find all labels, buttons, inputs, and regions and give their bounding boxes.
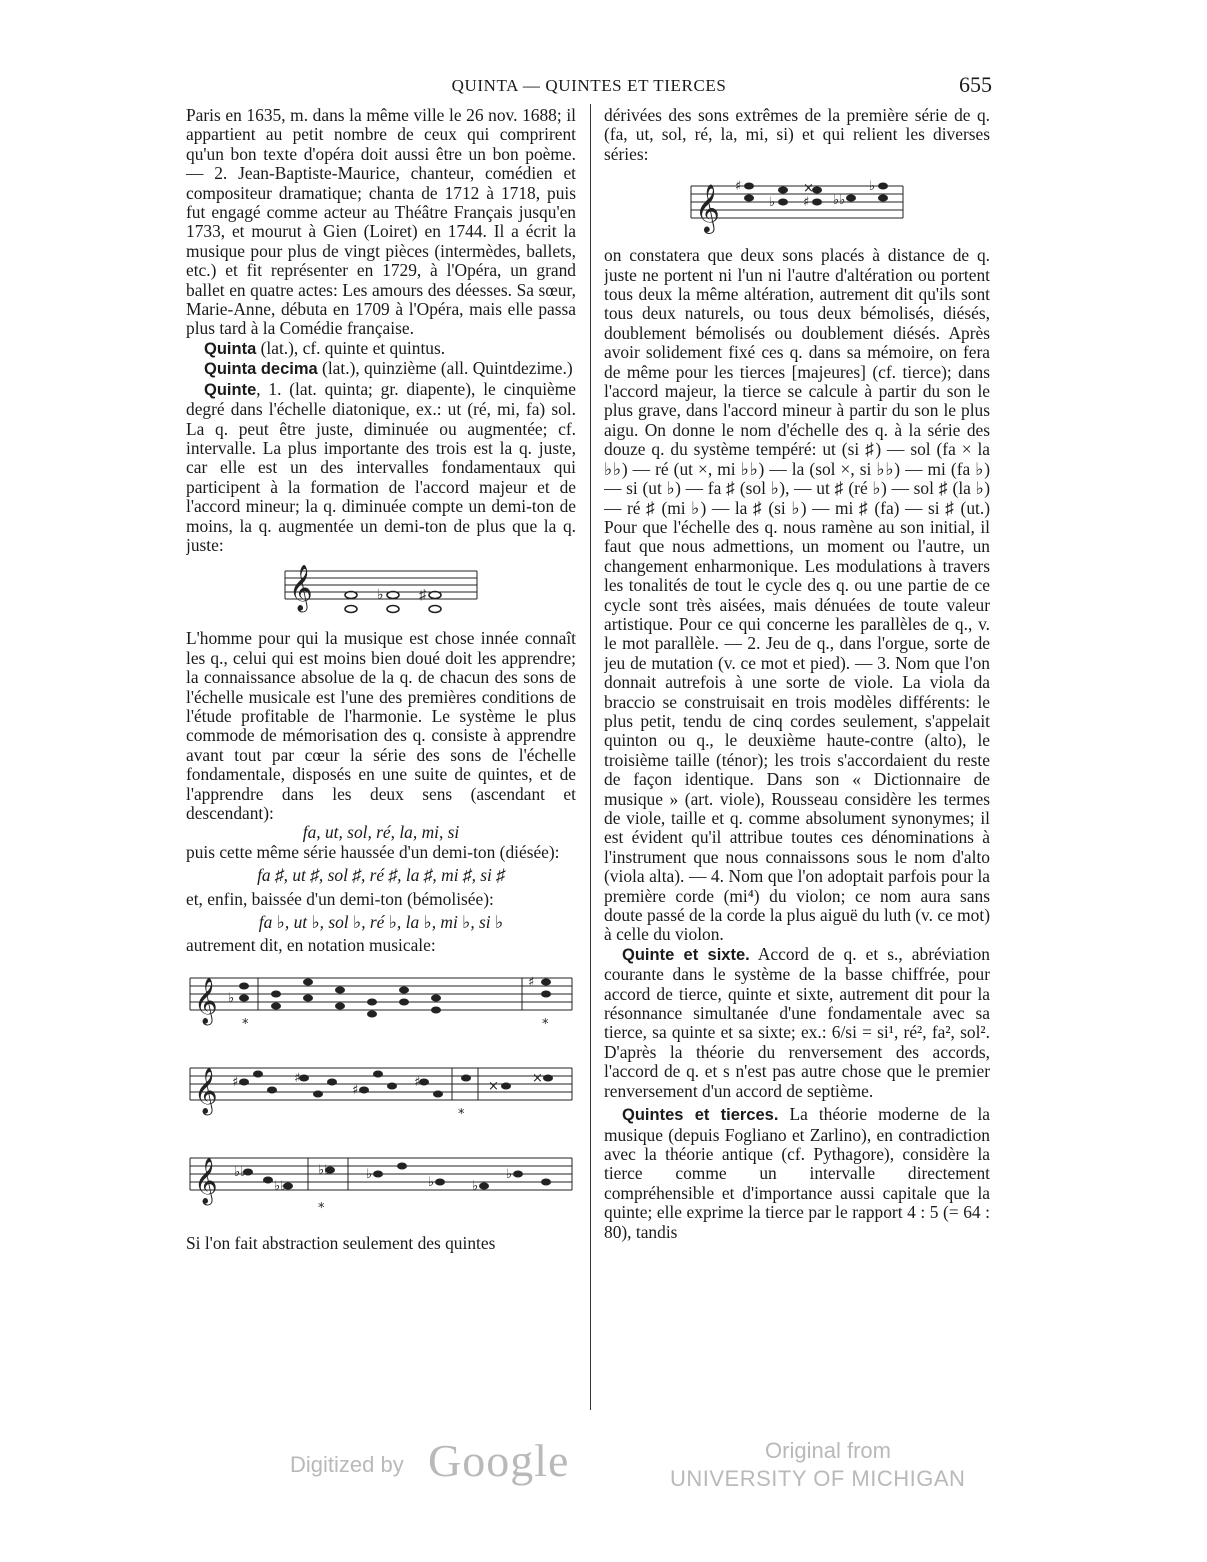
entry-headword: Quintes et tierces. xyxy=(622,1106,779,1125)
svg-text:♭: ♭ xyxy=(769,195,776,211)
music-staff-fifths-example xyxy=(281,563,481,619)
entry-body: (lat.), cf. quinte et quintus. xyxy=(256,337,446,358)
svg-text:𝄞: 𝄞 xyxy=(194,977,218,1024)
svg-text:×: × xyxy=(488,1078,499,1094)
paragraph: L'homme pour qui la musique est chose innée connaît les q., celui qui est moins bien doué doit les apprendre; la connaissance absolue de la q. de chacun des sons de l'échelle musicale est l'une des premières conditions de l'étude profitable de l'harmonie. Le système le plus commode de mémorisation des q. consiste à apprendre avant tout par cœur la série des sons de l'échelle fondamentale, disposés en une suite de quintes, et de l'apprendre dans les deux sens (ascendant et descendant): xyxy=(186,628,576,823)
dictionary-entry-quinte-et-sixte xyxy=(604,945,990,1101)
svg-text:*: * xyxy=(542,1016,549,1032)
svg-text:×: × xyxy=(803,181,814,197)
paragraph: et, enfin, baissée d'un demi-ton (bémolisée): xyxy=(186,888,494,909)
entry-body: La théorie moderne de la musique (depuis Fogliano et Zarlino), en contradiction avec la théorie antique (cf. Pythagore), considère la tierce comme un intervalle directement compréhensible et d'importance aussi capitale que la quinte; elle exprime la tierce par le rapport 4 : 5 (= 64 : 80), tandis xyxy=(604,1104,990,1242)
left-column xyxy=(186,106,576,1424)
svg-text:♭♭: ♭♭ xyxy=(234,1164,247,1180)
svg-text:♯: ♯ xyxy=(414,1074,421,1090)
svg-text:𝄞: 𝄞 xyxy=(695,183,720,233)
svg-text:♯: ♯ xyxy=(803,195,810,211)
music-staff-circle-of-fifths xyxy=(188,964,574,1224)
svg-text:♯: ♯ xyxy=(352,1082,359,1098)
svg-text:♭♭: ♭♭ xyxy=(318,1162,331,1178)
svg-text:𝄞: 𝄞 xyxy=(289,565,313,612)
svg-text:*: * xyxy=(242,1016,249,1032)
right-column xyxy=(604,106,990,1424)
svg-text:♭♭: ♭♭ xyxy=(274,1178,287,1194)
entry-body: , 1. (lat. quinta; gr. diapente), le cinquième degré dans l'échelle diatonique, ex.: ut (ré, mi, fa) sol. La q. peut être juste, diminuée ou augmentée; cf. intervalle. La plus importante des trois est la q. juste, car elle est un des intervalles fondamentaux qui participent à la formation de l'accord majeur et de l'accord mineur; la q. diminuée compte un demi-ton de moins, la q. augmentée un demi-ton de plus que la q. juste: xyxy=(186,378,576,555)
svg-text:♭♭: ♭♭ xyxy=(833,193,846,209)
music-staff-linking-series xyxy=(687,172,907,236)
svg-text:*: * xyxy=(318,1200,325,1216)
svg-text:*: * xyxy=(458,1106,465,1122)
entry-headword: Quinte xyxy=(204,380,257,399)
dictionary-entry-quinte xyxy=(186,380,576,556)
svg-text:♭: ♭ xyxy=(377,588,384,604)
running-head: QUINTA — QUINTES ET TIERCES xyxy=(451,76,727,95)
svg-text:×: × xyxy=(532,1070,543,1086)
digitized-by-label: Digitized by xyxy=(290,1452,404,1477)
paragraph: on constatera que deux sons placés à distance de q. juste ne portent ni l'un ni l'autre d'altération ou portent tous deux la même altération, autrement dit qu'ils sont tous deux naturels, ou tous deux bémolisés, diésés, doublement bémolisés ou doublement diésés. Après avoir solidement fixé ces q. dans sa mémoire, on fera de même pour les tierces [majeures] (cf. tierce); dans l'accord majeur, la tierce se calcule à partir du son le plus grave, dans l'accord mineur à partir du son le plus aigu. On donne le nom d'échelle des q. à la série des douze q. du système tempéré: ut (si ♯) — sol (fa × la ♭♭) — ré (ut ×, mi ♭♭) — la (sol ×, si ♭♭) — mi (fa ♭) — si (ut ♭) — fa ♯ (sol ♭), — ut ♯ (ré ♭) — sol ♯ (la ♭) — ré ♯ (mi ♭) — la ♯ (si ♭) — mi ♯ (fa) — si ♯ (ut.) Pour que l'échelle des q. nous ramène au son initial, il faut que nous admettions, un moment ou l'autre, un changement enharmonique. Les modulations à travers les tonalités de tout le cycle des q. ou une partie de ce cycle sont très aisées, mais dénuées de toute valeur artistique. Pour ce qui concerne les parallèles de q., v. le mot parallèle. — 2. Jeu de q., dans l'orgue, sorte de jeu de mutation (v. ce mot et pied). — 3. Nom que l'on donnait autrefois à une sorte de viole. La viola da braccio se construisait en trois modèles différents: le plus petit, tendu de cinq cordes seulement, s'appelait quinton ou q., le deuxième haute-contre (alto), le troisième taille (ténor); les trois s'accordaient du reste de façon identique. Dans son « Dictionnaire de musique » (art. viole), Rousseau considère les termes de viole, taille et q. comme absolument synonymes; il est évident qu'il attribue toutes ces dénominations à l'instrument que nous connaissons sous le nom d'alto (viola alta). — 4. Nom que l'on adoptait parfois pour la première corde (mi⁴) du violon; ce nom aura sans doute passé de la corde la plus aiguë du luth (v. ce mot) à celle du violon. xyxy=(604,245,990,945)
paragraph: puis cette même série haussée d'un demi-ton (diésée): xyxy=(186,841,560,862)
svg-text:♯: ♯ xyxy=(419,588,426,604)
note-series: fa ♭, ut ♭, sol ♭, ré ♭, la ♭, mi ♭, si ♭ xyxy=(258,912,504,933)
entry-headword: Quinta xyxy=(204,339,257,358)
dictionary-entry-quinta-decima xyxy=(186,359,576,379)
paragraph: dérivées des sons extrêmes de la première série de q. (fa, ut, sol, ré, la, mi, si) et qui relient les diverses séries: xyxy=(604,106,990,164)
paragraph: autrement dit, en notation musicale: xyxy=(186,935,436,956)
svg-text:♯: ♯ xyxy=(294,1070,301,1086)
note-series: fa ♯, ut ♯, sol ♯, ré ♯, la ♯, mi ♯, si ♯ xyxy=(257,865,505,886)
svg-text:♭: ♭ xyxy=(472,1178,479,1194)
svg-text:♯: ♯ xyxy=(735,179,742,195)
svg-text:♭: ♭ xyxy=(428,1174,435,1190)
institution-label: UNIVERSITY OF MICHIGAN xyxy=(670,1466,966,1491)
svg-text:♭: ♭ xyxy=(366,1166,373,1182)
paragraph: Si l'on fait abstraction seulement des quintes xyxy=(186,1232,496,1253)
svg-text:♯: ♯ xyxy=(232,1074,239,1090)
paragraph: Paris en 1635, m. dans la même ville le 26 nov. 1688; il appartient au petit nombre de ceux qui comprirent qu'un bon texte d'opéra doit aussi être un bon poème. — 2. Jean-Baptiste-Maurice, chanteur, comédien et compositeur dramatique; chanta de 1712 à 1718, puis fut engagé comme acteur au Théâtre Français jusqu'en 1733, et mourut à Gien (Loiret) en 1744. Il a écrit la musique pour plus de vingt pièces (intermèdes, ballets, etc.) et fit représenter en 1729, à l'Opéra, un grand ballet en quatre actes: Les amours des déesses. Sa sœur, Marie-Anne, débuta en 1709 à l'Opéra, mais elle passa plus tard à la Comédie française. xyxy=(186,106,576,339)
digitization-footer xyxy=(290,1435,990,1498)
google-logo: Google xyxy=(428,1435,570,1486)
svg-text:♭: ♭ xyxy=(228,990,235,1006)
page-header xyxy=(186,72,992,102)
page-number: 655 xyxy=(959,72,992,97)
dictionary-entry-quinta xyxy=(186,339,576,359)
svg-text:𝄞: 𝄞 xyxy=(194,1067,218,1114)
svg-text:𝄞: 𝄞 xyxy=(194,1157,218,1204)
entry-headword: Quinta decima xyxy=(204,360,318,379)
entry-headword: Quinte et sixte. xyxy=(622,945,750,964)
dictionary-entry-quintes-et-tierces xyxy=(604,1105,990,1242)
original-from-label: Original from xyxy=(765,1438,891,1463)
column-divider xyxy=(590,104,591,1410)
svg-text:♭: ♭ xyxy=(869,179,876,195)
entry-body: (lat.), quinzième (all. Quintdezime.) xyxy=(317,358,573,379)
svg-text:♯: ♯ xyxy=(528,974,535,990)
svg-text:♭: ♭ xyxy=(506,1166,513,1182)
note-series: fa, ut, sol, ré, la, mi, si xyxy=(302,822,460,843)
entry-body: Accord de q. et s., abréviation courante dans le système de la basse chiffrée, pour accord de tierce, quinte et sixte, autrement dit pour la résonnance simultanée d'une fondamentale avec sa tierce, sa quinte et sa sixte; ex.: 6/si = si¹, ré², fa², sol². D'après la théorie du renversement des accords, l'accord de q. et s n'est pas autre chose que le premier renversement d'un accord de septième. xyxy=(604,943,990,1101)
